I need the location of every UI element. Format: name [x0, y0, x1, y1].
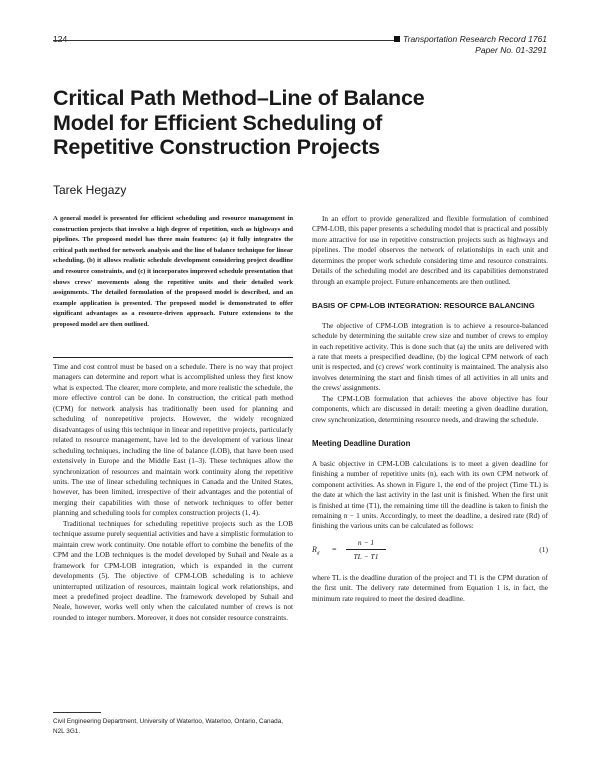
- journal-title: Transportation Research Record 1761: [403, 34, 547, 44]
- equation-numerator: n − 1: [357, 537, 375, 547]
- equation-number: (1): [539, 544, 548, 554]
- abstract-rule: [53, 357, 293, 358]
- abstract: A general model is presented for efficient scheduling and resource management in construction projects that involve a high degree of repetition, such as highways and pipelines. The proposed model has three main features: (a) it fully integrates the critical path method for network analysis and the line of balance technique for linear scheduling, (b) it allows realistic schedule development considering project deadline and resource constraints, and (c) it incorporates improved schedule presentation that shows crews' movements along the repetitive units and their detailed work assignments. The detailed formulation of the proposed model is described, and an example application is presented. The proposed model is demonstrated to offer significant advantages as a resource-driven approach. Future extensions to the proposed model are then outlined.: [53, 215, 293, 328]
- section-heading: BASIS OF CPM-LOB INTEGRATION: RESOURCE BALANCING: [312, 301, 535, 311]
- intro-paragraph: In an effort to provide generalized and flexible formulation of combined CPM-LOB, this paper presents a scheduling model that is practical and possibly more attractive for use in repetitive construction projects such as highways and pipelines. The model observes the network of relationships in each unit and determines the proper work schedule considering time and resource constraints. Details of the scheduling model are described and its capabilities demonstrated through an example project. Future enhancements are then outlined.: [312, 214, 548, 286]
- after-equation-paragraph: where TL is the deadline duration of the project and T1 is the CPM duration of the first unit. The delivery rate determined from Equation 1 is, in fact, the minimum rate required to meet the desired deadline.: [312, 572, 548, 603]
- equation-lhs: $R_d$: [312, 544, 320, 557]
- page-header: [53, 34, 547, 60]
- author-name: Tarek Hegazy: [53, 183, 127, 197]
- page-number: 124: [53, 34, 68, 44]
- subsection-heading: Meeting Deadline Duration: [312, 439, 411, 449]
- journal-name: [394, 34, 547, 44]
- section-paragraph: The CPM-LOB formulation that achieves the above objective has four components, which are discussed in detail: meeting a given deadline duration, crew synchronization, determining resource needs, and drawing the schedule.: [312, 393, 548, 424]
- deadline-paragraph: A basic objective in CPM-LOB calculations is to meet a given deadline for finishing a number of repetitive units (n), each with its own CPM network of component activities. As shown in Figure 1, the end of the project (Time TL) is the date at which the last activity in the last unit is finished. When the first unit is finished at time (T1), the remaining time till the deadline is taken to finish the remaining n − 1 units. Accordingly, to meet the deadline, a desired rate (Rd) of finishing the various units can be calculated as follows:: [312, 458, 548, 531]
- equals-sign: =: [332, 544, 337, 554]
- paper-number: Paper No. 01-3291: [475, 45, 547, 55]
- right-column: [312, 214, 548, 604]
- paper-title: Critical Path Method–Line of Balance Model for Efficient Scheduling of Repetitive Construction Projects: [53, 86, 425, 159]
- equation-fraction: [346, 537, 386, 562]
- equation-denominator: TL − T1: [353, 551, 379, 561]
- footnote-rule: [53, 712, 101, 713]
- equation-1: [312, 537, 548, 567]
- left-column: [53, 362, 293, 623]
- fraction-bar: [346, 549, 386, 550]
- body-paragraph: Time and cost control must be based on a schedule. There is no way that project managers can determine and report what is accomplished unless they first know what is expected. The clearer, more complete, and more realistic the schedule, the more effective control can be done. In construction, the critical path method (CPM) for network analysis has traditionally been used for planning and scheduling of nonrepetitive projects. However, the widely recognized disadvantages of using this technique in linear and repetitive projects, particularly related to resource management, have led to the development of various linear scheduling techniques, including the line of balance (LOB), that have been used extensively in Europe and the Middle East (1–3). These techniques allow the synchronization of resources and maintain work continuity along the repetitive units. The use of linear scheduling techniques in Canada and the United States, however, has been limited, irrespective of their advantages and the potential of merging their capabilities with those of network techniques to offer better planning and scheduling tools for complex construction projects (1, 4).: [53, 362, 293, 518]
- section-paragraph: The objective of CPM-LOB integration is to achieve a resource-balanced schedule by determining the suitable crew size and number of crews to employ in each repetitive activity. This is done such that (a) the units are delivered with a rate that meets a prespecified deadline, (b) the logical CPM network of each unit is respected, and (c) crews' work continuity is maintained. The analysis also involves determining the start and finish times of all activities in all units and the crews' assignments.: [312, 320, 548, 393]
- square-bullet-icon: [394, 36, 400, 42]
- header-rule: [53, 40, 397, 41]
- body-paragraph: Traditional techniques for scheduling repetitive projects such as the LOB technique assume purely sequential activities and have a simplistic formulation to maintain crew work continuity. One notable effort to combine the benefits of the CPM and the LOB techniques is the model developed by Suhail and Neale as a framework for CPM-LOB integration, which is expanded in the current developments (5). The objective of CPM-LOB scheduling is to achieve uninterrupted utilization of resources, maintain logical work relationships, and meet a predefined project deadline. The framework developed by Suhail and Neale, however, works well only when the calculated number of crews is not rounded to integer numbers. Moreover, it does not consider resource constraints.: [53, 518, 293, 622]
- author-affiliation-footnote: Civil Engineering Department, University of Waterloo, Waterloo, Ontario, Canada, N2L 3G1.: [53, 718, 284, 735]
